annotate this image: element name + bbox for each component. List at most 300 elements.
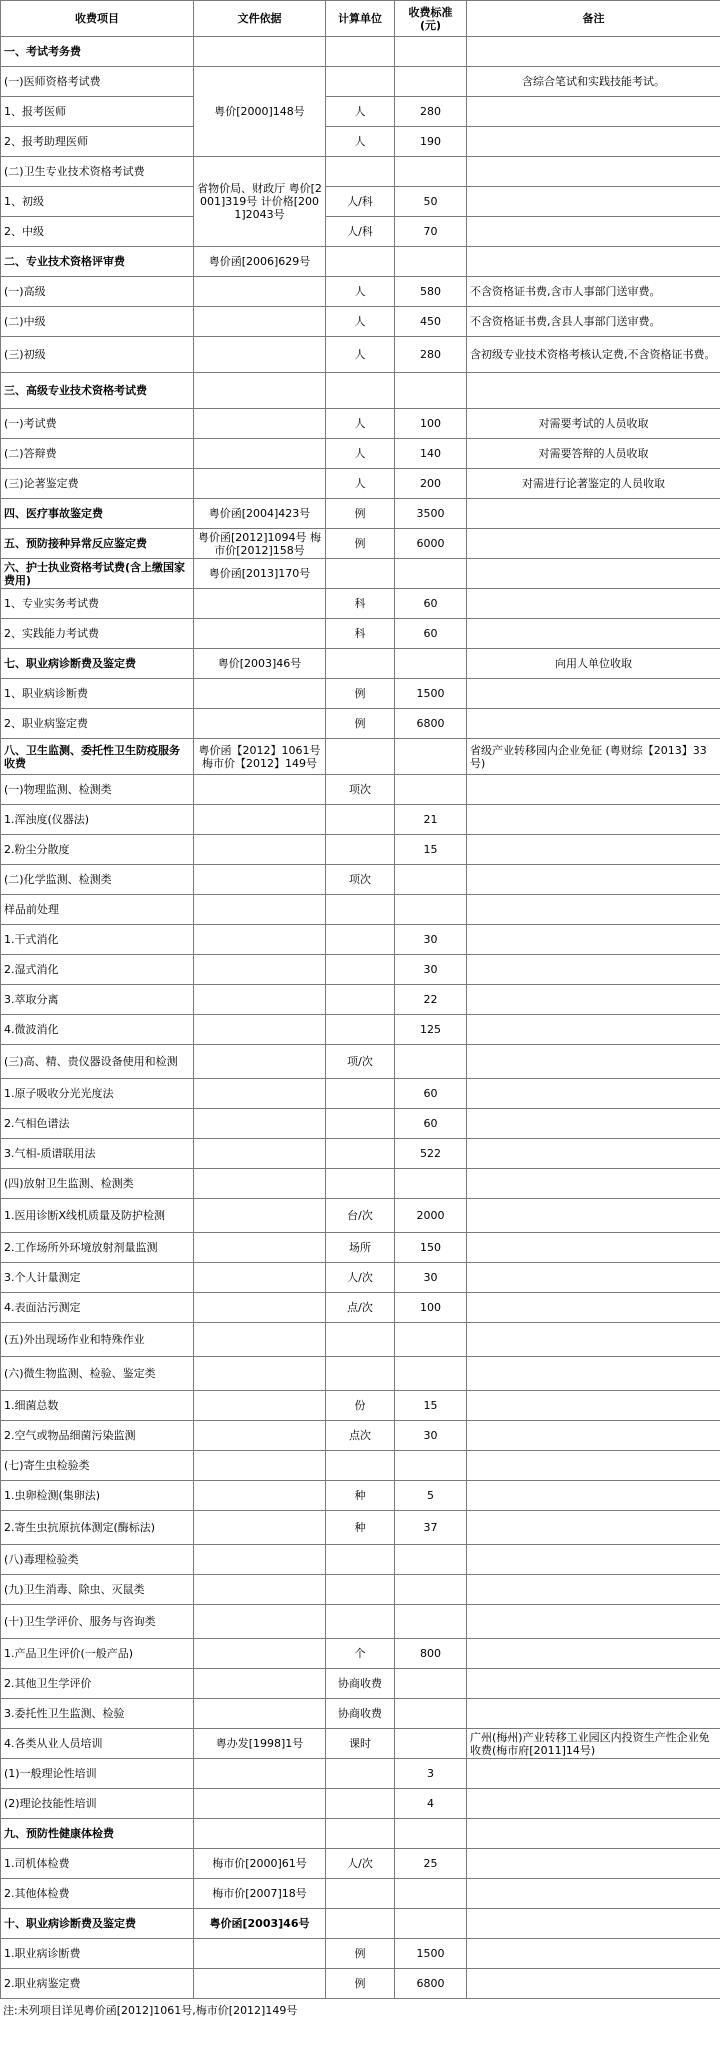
table-row [1, 1015, 720, 1045]
cell-basis [194, 1545, 326, 1575]
cell-item: (二)答辩费 [1, 439, 194, 469]
table-row [1, 1079, 720, 1109]
cell-note [467, 589, 720, 619]
cell-unit [326, 649, 395, 679]
table-row [1, 307, 720, 337]
cell-note [467, 1263, 720, 1293]
cell-unit [326, 247, 395, 277]
table-row [1, 1421, 720, 1451]
cell-basis [194, 1969, 326, 1999]
cell-item: 1.虫卵检测(集卵法) [1, 1481, 194, 1511]
cell-basis [194, 1323, 326, 1357]
cell-item: 3.萃取分离 [1, 985, 194, 1015]
table-row [1, 1669, 720, 1699]
cell-basis [194, 1481, 326, 1511]
cell-unit [326, 1139, 395, 1169]
table-row [1, 1391, 720, 1421]
cell-item: 2.其他体检费 [1, 1879, 194, 1909]
cell-basis: 粤价[2003]46号 [194, 649, 326, 679]
cell-unit: 人/次 [326, 1263, 395, 1293]
cell-note [467, 1849, 720, 1879]
cell-std: 1500 [395, 1939, 467, 1969]
cell-basis [194, 835, 326, 865]
cell-std: 30 [395, 1263, 467, 1293]
cell-basis: 省物价局、财政厅 粤价[2001]319号 计价格[2001]2043号 [194, 157, 326, 247]
cell-item: 1.医用诊断X线机质量及防护检测 [1, 1199, 194, 1233]
table-row [1, 739, 720, 775]
cell-std: 30 [395, 1421, 467, 1451]
cell-unit: 人 [326, 469, 395, 499]
cell-std: 3500 [395, 499, 467, 529]
table-row [1, 679, 720, 709]
cell-item: 2、实践能力考试费 [1, 619, 194, 649]
cell-unit: 例 [326, 1969, 395, 1999]
cell-std: 1500 [395, 679, 467, 709]
cell-basis [194, 1451, 326, 1481]
cell-unit [326, 1545, 395, 1575]
cell-note [467, 1969, 720, 1999]
cell-std [395, 1909, 467, 1939]
cell-std: 15 [395, 1391, 467, 1421]
cell-basis [194, 1605, 326, 1639]
cell-basis [194, 1233, 326, 1263]
cell-note: 不含资格证书费,含市人事部门送审费。 [467, 277, 720, 307]
cell-note: 对需进行论著鉴定的人员收取 [467, 469, 720, 499]
cell-item: 4.表面沾污测定 [1, 1293, 194, 1323]
cell-basis [194, 1819, 326, 1849]
cell-basis: 粤价函[2012]1094号 梅市价[2012]158号 [194, 529, 326, 559]
cell-note [467, 529, 720, 559]
cell-unit: 例 [326, 709, 395, 739]
cell-item: 九、预防性健康体检费 [1, 1819, 194, 1849]
table-row [1, 247, 720, 277]
cell-note [467, 559, 720, 589]
cell-note [467, 619, 720, 649]
cell-item: 4.各类从业人员培训 [1, 1729, 194, 1759]
table-row [1, 559, 720, 589]
cell-unit: 场所 [326, 1233, 395, 1263]
cell-std: 150 [395, 1233, 467, 1263]
table-row [1, 187, 720, 217]
header-item: 收费项目 [1, 1, 194, 37]
cell-unit [326, 1451, 395, 1481]
cell-note [467, 373, 720, 409]
table-row [1, 1699, 720, 1729]
cell-item: 2、中级 [1, 217, 194, 247]
cell-std: 2000 [395, 1199, 467, 1233]
table-row [1, 1263, 720, 1293]
cell-item: 十、职业病诊断费及鉴定费 [1, 1909, 194, 1939]
cell-std: 30 [395, 925, 467, 955]
cell-basis [194, 1391, 326, 1421]
table-row [1, 1357, 720, 1391]
cell-note [467, 1939, 720, 1969]
cell-std [395, 1819, 467, 1849]
cell-note [467, 1819, 720, 1849]
cell-note [467, 1199, 720, 1233]
cell-item: 1.产品卫生评价(一般产品) [1, 1639, 194, 1669]
cell-unit [326, 1169, 395, 1199]
cell-std [395, 1575, 467, 1605]
cell-unit: 例 [326, 529, 395, 559]
cell-std: 280 [395, 97, 467, 127]
table-row [1, 97, 720, 127]
cell-item: (九)卫生消毒、除虫、灭鼠类 [1, 1575, 194, 1605]
cell-unit: 人/科 [326, 187, 395, 217]
cell-note [467, 865, 720, 895]
cell-unit: 人 [326, 307, 395, 337]
cell-note [467, 1139, 720, 1169]
table-row [1, 1605, 720, 1639]
cell-unit [326, 1357, 395, 1391]
cell-std: 4 [395, 1789, 467, 1819]
cell-basis [194, 1169, 326, 1199]
cell-std: 6000 [395, 529, 467, 559]
cell-unit: 协商收费 [326, 1669, 395, 1699]
table-row [1, 1481, 720, 1511]
cell-note [467, 1639, 720, 1669]
table-row [1, 1879, 720, 1909]
cell-unit [326, 925, 395, 955]
cell-item: 1、职业病诊断费 [1, 679, 194, 709]
cell-basis [194, 37, 326, 67]
cell-std [395, 1169, 467, 1199]
cell-note [467, 97, 720, 127]
table-body [1, 37, 720, 1999]
cell-item: 2.工作场所外环境放射剂量监测 [1, 1233, 194, 1263]
table-row [1, 37, 720, 67]
table-row [1, 469, 720, 499]
cell-note [467, 1699, 720, 1729]
cell-unit [326, 895, 395, 925]
cell-item: 2.其他卫生学评价 [1, 1669, 194, 1699]
table-row [1, 499, 720, 529]
cell-item: (一)考试费 [1, 409, 194, 439]
cell-item: (1)一般理论性培训 [1, 1759, 194, 1789]
cell-item: (二)中级 [1, 307, 194, 337]
table-row [1, 217, 720, 247]
cell-item: 2.气相色谱法 [1, 1109, 194, 1139]
table-row [1, 709, 720, 739]
cell-item: (六)微生物监测、检验、鉴定类 [1, 1357, 194, 1391]
cell-item: 2、职业病鉴定费 [1, 709, 194, 739]
table-row [1, 1819, 720, 1849]
table-row [1, 895, 720, 925]
cell-std: 70 [395, 217, 467, 247]
cell-unit: 人 [326, 409, 395, 439]
cell-note [467, 895, 720, 925]
cell-item: (一)医师资格考试费 [1, 67, 194, 97]
cell-note [467, 1669, 720, 1699]
table-row [1, 1293, 720, 1323]
table-row [1, 1575, 720, 1605]
cell-unit: 人 [326, 337, 395, 373]
cell-std: 580 [395, 277, 467, 307]
cell-item: 1、初级 [1, 187, 194, 217]
cell-item: 三、高级专业技术资格考试费 [1, 373, 194, 409]
cell-std: 60 [395, 1109, 467, 1139]
cell-note [467, 1015, 720, 1045]
cell-unit [326, 739, 395, 775]
table-row [1, 373, 720, 409]
cell-item: (二)卫生专业技术资格考试费 [1, 157, 194, 187]
cell-std [395, 1451, 467, 1481]
cell-basis [194, 469, 326, 499]
cell-std [395, 775, 467, 805]
cell-basis [194, 709, 326, 739]
cell-basis: 梅市价[2000]61号 [194, 1849, 326, 1879]
cell-item: (三)初级 [1, 337, 194, 373]
cell-std [395, 895, 467, 925]
cell-std [395, 373, 467, 409]
table-row [1, 1849, 720, 1879]
cell-unit [326, 37, 395, 67]
cell-std [395, 1357, 467, 1391]
header-std: 收费标准(元) [395, 1, 467, 37]
cell-note [467, 157, 720, 187]
cell-note [467, 1481, 720, 1511]
cell-unit [326, 1819, 395, 1849]
cell-unit [326, 955, 395, 985]
cell-unit [326, 559, 395, 589]
cell-item: (一)高级 [1, 277, 194, 307]
cell-basis [194, 409, 326, 439]
cell-unit [326, 1759, 395, 1789]
cell-item: (十)卫生学评价、服务与咨询类 [1, 1605, 194, 1639]
cell-std: 37 [395, 1511, 467, 1545]
cell-unit [326, 1909, 395, 1939]
table-row [1, 277, 720, 307]
cell-note [467, 925, 720, 955]
cell-item: 2.寄生虫抗原抗体测定(酶标法) [1, 1511, 194, 1545]
cell-unit: 点/次 [326, 1293, 395, 1323]
cell-unit: 课时 [326, 1729, 395, 1759]
cell-unit [326, 1079, 395, 1109]
table-row [1, 1109, 720, 1139]
cell-unit [326, 1575, 395, 1605]
cell-std [395, 67, 467, 97]
cell-unit: 台/次 [326, 1199, 395, 1233]
cell-note [467, 1421, 720, 1451]
table-row [1, 1759, 720, 1789]
cell-basis [194, 307, 326, 337]
cell-basis: 粤价函[2003]46号 [194, 1909, 326, 1939]
cell-std: 140 [395, 439, 467, 469]
cell-basis: 梅市价[2007]18号 [194, 1879, 326, 1909]
cell-item: 2.职业病鉴定费 [1, 1969, 194, 1999]
cell-item: (三)高、精、贵仪器设备使用和检测 [1, 1045, 194, 1079]
cell-unit: 科 [326, 619, 395, 649]
cell-note [467, 1545, 720, 1575]
cell-std: 800 [395, 1639, 467, 1669]
cell-basis [194, 1699, 326, 1729]
cell-basis [194, 805, 326, 835]
cell-unit [326, 1015, 395, 1045]
cell-unit: 人 [326, 97, 395, 127]
cell-std: 3 [395, 1759, 467, 1789]
cell-item: (一)物理监测、检测类 [1, 775, 194, 805]
cell-item: 四、医疗事故鉴定费 [1, 499, 194, 529]
cell-note [467, 679, 720, 709]
table-row [1, 649, 720, 679]
cell-basis [194, 865, 326, 895]
cell-basis [194, 373, 326, 409]
cell-note: 含初级专业技术资格考核认定费,不含资格证书费。 [467, 337, 720, 373]
cell-basis [194, 1939, 326, 1969]
cell-std: 60 [395, 1079, 467, 1109]
table-row [1, 127, 720, 157]
header-basis: 文件依据 [194, 1, 326, 37]
cell-basis: 粤价[2000]148号 [194, 67, 326, 157]
cell-basis [194, 1357, 326, 1391]
cell-std: 280 [395, 337, 467, 373]
cell-item: (四)放射卫生监测、检测类 [1, 1169, 194, 1199]
cell-unit [326, 985, 395, 1015]
cell-basis [194, 1421, 326, 1451]
cell-unit [326, 1879, 395, 1909]
table-row [1, 67, 720, 97]
cell-item: 1.浑浊度(仪器法) [1, 805, 194, 835]
cell-note: 对需要答辩的人员收取 [467, 439, 720, 469]
table-row [1, 1233, 720, 1263]
table-row [1, 1139, 720, 1169]
cell-std: 522 [395, 1139, 467, 1169]
table-row [1, 439, 720, 469]
cell-unit: 人 [326, 127, 395, 157]
cell-basis: 粤价函【2012】1061号 梅市价【2012】149号 [194, 739, 326, 775]
cell-unit: 项/次 [326, 1045, 395, 1079]
cell-item: 2.粉尘分散度 [1, 835, 194, 865]
cell-basis [194, 1139, 326, 1169]
cell-item: 1.干式消化 [1, 925, 194, 955]
cell-unit: 人 [326, 277, 395, 307]
cell-unit: 例 [326, 1939, 395, 1969]
cell-item: 1.细菌总数 [1, 1391, 194, 1421]
cell-std: 21 [395, 805, 467, 835]
table-row [1, 865, 720, 895]
cell-std [395, 865, 467, 895]
cell-item: (二)化学监测、检测类 [1, 865, 194, 895]
cell-item: (五)外出现场作业和特殊作业 [1, 1323, 194, 1357]
table-row [1, 805, 720, 835]
cell-unit: 项次 [326, 775, 395, 805]
cell-note [467, 1451, 720, 1481]
cell-note [467, 1511, 720, 1545]
cell-std: 100 [395, 1293, 467, 1323]
cell-std [395, 247, 467, 277]
cell-std [395, 1545, 467, 1575]
table-row [1, 337, 720, 373]
cell-basis [194, 1575, 326, 1605]
table-row [1, 1323, 720, 1357]
cell-note [467, 1391, 720, 1421]
cell-basis [194, 619, 326, 649]
cell-note [467, 1079, 720, 1109]
cell-unit [326, 1323, 395, 1357]
cell-basis [194, 985, 326, 1015]
cell-unit: 个 [326, 1639, 395, 1669]
cell-basis [194, 1293, 326, 1323]
cell-std: 5 [395, 1481, 467, 1511]
cell-basis [194, 955, 326, 985]
cell-note [467, 187, 720, 217]
table-row [1, 1939, 720, 1969]
cell-note: 不含资格证书费,含县人事部门送审费。 [467, 307, 720, 337]
cell-note [467, 1909, 720, 1939]
cell-note [467, 1169, 720, 1199]
cell-note [467, 835, 720, 865]
cell-std [395, 1669, 467, 1699]
cell-item: 1.司机体检费 [1, 1849, 194, 1879]
cell-basis [194, 1015, 326, 1045]
cell-unit: 例 [326, 679, 395, 709]
table-row [1, 589, 720, 619]
cell-std [395, 1729, 467, 1759]
cell-unit [326, 67, 395, 97]
cell-std [395, 1699, 467, 1729]
cell-note [467, 1789, 720, 1819]
cell-basis [194, 589, 326, 619]
cell-unit: 人/次 [326, 1849, 395, 1879]
cell-std [395, 37, 467, 67]
cell-note [467, 127, 720, 157]
header-note: 备注 [467, 1, 720, 37]
cell-std: 22 [395, 985, 467, 1015]
cell-std [395, 1879, 467, 1909]
cell-basis [194, 1079, 326, 1109]
table-row [1, 157, 720, 187]
cell-std: 190 [395, 127, 467, 157]
cell-basis [194, 1045, 326, 1079]
cell-unit [326, 1109, 395, 1139]
cell-note [467, 1109, 720, 1139]
cell-unit [326, 157, 395, 187]
cell-unit [326, 1605, 395, 1639]
cell-std: 15 [395, 835, 467, 865]
table-row [1, 409, 720, 439]
cell-note [467, 775, 720, 805]
cell-basis [194, 679, 326, 709]
cell-item: 3.气相-质谱联用法 [1, 1139, 194, 1169]
cell-item: 1、报考医师 [1, 97, 194, 127]
table-row [1, 1639, 720, 1669]
cell-item: 1.职业病诊断费 [1, 1939, 194, 1969]
table-row [1, 925, 720, 955]
cell-std [395, 157, 467, 187]
cell-note [467, 217, 720, 247]
cell-item: 七、职业病诊断费及鉴定费 [1, 649, 194, 679]
cell-unit [326, 835, 395, 865]
cell-std [395, 559, 467, 589]
cell-note: 省级产业转移园内企业免征 (粤财综【2013】33号) [467, 739, 720, 775]
cell-unit: 人/科 [326, 217, 395, 247]
cell-note [467, 1605, 720, 1639]
cell-basis [194, 1263, 326, 1293]
cell-basis [194, 1669, 326, 1699]
footer-note: 注:未列项目详见粤价函[2012]1061号,梅市价[2012]149号 [3, 2004, 298, 2017]
cell-item: 六、护士执业资格考试费(含上缴国家费用) [1, 559, 194, 589]
table-row [1, 835, 720, 865]
cell-note: 对需要考试的人员收取 [467, 409, 720, 439]
cell-item: 1.原子吸收分光光度法 [1, 1079, 194, 1109]
cell-item: 3.委托性卫生监测、检验 [1, 1699, 194, 1729]
cell-unit [326, 805, 395, 835]
cell-unit: 种 [326, 1511, 395, 1545]
cell-unit [326, 373, 395, 409]
cell-std [395, 1605, 467, 1639]
cell-item: 3.个人计量测定 [1, 1263, 194, 1293]
cell-basis: 粤价函[2006]629号 [194, 247, 326, 277]
